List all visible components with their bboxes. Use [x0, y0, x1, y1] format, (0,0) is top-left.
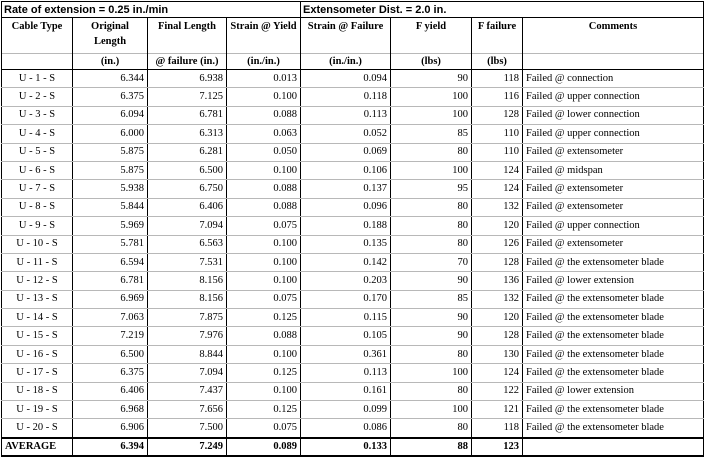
parameter-row — [2, 2, 704, 18]
comments-cell: Failed @ the extensometer blade — [523, 364, 704, 382]
cable-type-cell: U - 6 - S — [2, 161, 73, 179]
original-length-cell: 6.969 — [73, 290, 148, 308]
original-length-cell: 5.938 — [73, 180, 148, 198]
strain-yield-cell: 0.063 — [227, 125, 301, 143]
original-length-cell: 6.781 — [73, 272, 148, 290]
table-row — [2, 382, 704, 400]
comments-cell: Failed @ lower connection — [523, 106, 704, 124]
f-failure-cell: 128 — [472, 327, 523, 345]
f-failure-cell: 124 — [472, 364, 523, 382]
table-row — [2, 327, 704, 345]
table-row — [2, 401, 704, 419]
header-original-length: Original Length — [73, 18, 148, 54]
final-length-cell: 8.156 — [148, 290, 227, 308]
cable-type-cell: U - 16 - S — [2, 345, 73, 363]
table-row — [2, 290, 704, 308]
strain-yield-cell: 0.100 — [227, 272, 301, 290]
f-failure-cell: 118 — [472, 419, 523, 438]
f-yield-cell: 95 — [391, 180, 472, 198]
unit-f-failure: (lbs) — [472, 54, 523, 70]
comments-cell: Failed @ extensometer — [523, 180, 704, 198]
comments-cell: Failed @ upper connection — [523, 88, 704, 106]
original-length-cell: 6.000 — [73, 125, 148, 143]
average-strain-failure-cell: 0.133 — [301, 438, 391, 456]
original-length-cell: 6.906 — [73, 419, 148, 438]
comments-cell: Failed @ extensometer — [523, 143, 704, 161]
table-row — [2, 180, 704, 198]
comments-cell: Failed @ the extensometer blade — [523, 309, 704, 327]
comments-cell: Failed @ the extensometer blade — [523, 253, 704, 271]
original-length-cell: 6.344 — [73, 70, 148, 88]
cable-type-cell: U - 15 - S — [2, 327, 73, 345]
f-yield-cell: 90 — [391, 272, 472, 290]
comments-cell: Failed @ the extensometer blade — [523, 327, 704, 345]
cable-type-cell: U - 10 - S — [2, 235, 73, 253]
cable-type-cell: U - 7 - S — [2, 180, 73, 198]
table-row — [2, 253, 704, 271]
average-f-failure-cell: 123 — [472, 438, 523, 456]
header-f-yield: F yield — [391, 18, 472, 54]
f-failure-cell: 130 — [472, 345, 523, 363]
final-length-cell: 7.875 — [148, 309, 227, 327]
cable-type-cell: U - 11 - S — [2, 253, 73, 271]
final-length-cell: 7.500 — [148, 419, 227, 438]
strain-failure-cell: 0.142 — [301, 253, 391, 271]
comments-cell: Failed @ the extensometer blade — [523, 290, 704, 308]
f-yield-cell: 90 — [391, 70, 472, 88]
cable-type-cell: U - 19 - S — [2, 401, 73, 419]
average-label: AVERAGE — [2, 438, 73, 456]
header-strain-yield: Strain @ Yield — [227, 18, 301, 54]
table-row — [2, 88, 704, 106]
original-length-cell: 5.875 — [73, 143, 148, 161]
table-row — [2, 345, 704, 363]
f-yield-cell: 100 — [391, 88, 472, 106]
f-yield-cell: 90 — [391, 327, 472, 345]
final-length-cell: 7.094 — [148, 217, 227, 235]
average-strain-yield-cell: 0.089 — [227, 438, 301, 456]
f-yield-cell: 80 — [391, 419, 472, 438]
average-comments-cell — [523, 438, 704, 456]
strain-yield-cell: 0.100 — [227, 253, 301, 271]
f-failure-cell: 136 — [472, 272, 523, 290]
original-length-cell: 6.594 — [73, 253, 148, 271]
strain-failure-cell: 0.052 — [301, 125, 391, 143]
header-cable-type: Cable Type — [2, 18, 73, 54]
strain-failure-cell: 0.106 — [301, 161, 391, 179]
strain-yield-cell: 0.075 — [227, 217, 301, 235]
final-length-cell: 6.313 — [148, 125, 227, 143]
original-length-cell: 7.219 — [73, 327, 148, 345]
f-yield-cell: 80 — [391, 382, 472, 400]
f-yield-cell: 85 — [391, 125, 472, 143]
header-comments: Comments — [523, 18, 704, 54]
comments-cell: Failed @ connection — [523, 70, 704, 88]
table-row — [2, 272, 704, 290]
f-failure-cell: 110 — [472, 143, 523, 161]
strain-yield-cell: 0.050 — [227, 143, 301, 161]
strain-yield-cell: 0.088 — [227, 180, 301, 198]
cable-test-table — [1, 1, 703, 457]
average-f-yield-cell: 88 — [391, 438, 472, 456]
cable-type-cell: U - 18 - S — [2, 382, 73, 400]
comments-cell: Failed @ the extensometer blade — [523, 401, 704, 419]
units-row — [2, 54, 704, 70]
strain-yield-cell: 0.125 — [227, 364, 301, 382]
final-length-cell: 6.938 — [148, 70, 227, 88]
final-length-cell: 8.844 — [148, 345, 227, 363]
cable-type-cell: U - 12 - S — [2, 272, 73, 290]
f-failure-cell: 124 — [472, 180, 523, 198]
unit-strain-yield: (in./in.) — [227, 54, 301, 70]
strain-yield-cell: 0.100 — [227, 88, 301, 106]
original-length-cell: 6.094 — [73, 106, 148, 124]
cable-type-cell: U - 9 - S — [2, 217, 73, 235]
final-length-cell: 6.781 — [148, 106, 227, 124]
f-failure-cell: 121 — [472, 401, 523, 419]
unit-final-length: @ failure (in.) — [148, 54, 227, 70]
unit-original-length: (in.) — [73, 54, 148, 70]
strain-failure-cell: 0.203 — [301, 272, 391, 290]
f-failure-cell: 128 — [472, 253, 523, 271]
strain-failure-cell: 0.161 — [301, 382, 391, 400]
f-yield-cell: 100 — [391, 401, 472, 419]
comments-cell: Failed @ extensometer — [523, 235, 704, 253]
strain-failure-cell: 0.099 — [301, 401, 391, 419]
original-length-cell: 7.063 — [73, 309, 148, 327]
table-row — [2, 235, 704, 253]
table-row — [2, 161, 704, 179]
cable-type-cell: U - 20 - S — [2, 419, 73, 438]
cable-type-cell: U - 8 - S — [2, 198, 73, 216]
strain-yield-cell: 0.075 — [227, 419, 301, 438]
cable-type-cell: U - 17 - S — [2, 364, 73, 382]
table-row — [2, 419, 704, 438]
comments-cell: Failed @ extensometer — [523, 198, 704, 216]
original-length-cell: 5.781 — [73, 235, 148, 253]
table-row — [2, 106, 704, 124]
average-final-length-cell: 7.249 — [148, 438, 227, 456]
table-row — [2, 217, 704, 235]
unit-f-yield: (lbs) — [391, 54, 472, 70]
original-length-cell: 6.968 — [73, 401, 148, 419]
original-length-cell: 6.375 — [73, 364, 148, 382]
original-length-cell: 6.500 — [73, 345, 148, 363]
table-row — [2, 70, 704, 88]
header-strain-failure: Strain @ Failure — [301, 18, 391, 54]
f-failure-cell: 126 — [472, 235, 523, 253]
header-f-failure: F failure — [472, 18, 523, 54]
f-yield-cell: 80 — [391, 198, 472, 216]
final-length-cell: 6.406 — [148, 198, 227, 216]
extensometer-label: Extensometer Dist. = 2.0 in. — [301, 2, 704, 18]
f-failure-cell: 124 — [472, 161, 523, 179]
strain-yield-cell: 0.125 — [227, 309, 301, 327]
original-length-cell: 5.844 — [73, 198, 148, 216]
final-length-cell: 7.656 — [148, 401, 227, 419]
f-yield-cell: 100 — [391, 106, 472, 124]
comments-cell: Failed @ midspan — [523, 161, 704, 179]
original-length-cell: 6.375 — [73, 88, 148, 106]
table-row — [2, 125, 704, 143]
unit-strain-failure: (in./in.) — [301, 54, 391, 70]
strain-failure-cell: 0.137 — [301, 180, 391, 198]
strain-yield-cell: 0.088 — [227, 327, 301, 345]
comments-cell: Failed @ the extensometer blade — [523, 419, 704, 438]
strain-failure-cell: 0.361 — [301, 345, 391, 363]
strain-yield-cell: 0.100 — [227, 345, 301, 363]
final-length-cell: 7.976 — [148, 327, 227, 345]
f-failure-cell: 128 — [472, 106, 523, 124]
original-length-cell: 6.406 — [73, 382, 148, 400]
strain-failure-cell: 0.118 — [301, 88, 391, 106]
strain-yield-cell: 0.088 — [227, 198, 301, 216]
table-row — [2, 198, 704, 216]
comments-cell: Failed @ lower extension — [523, 272, 704, 290]
header-final-length: Final Length — [148, 18, 227, 54]
f-yield-cell: 80 — [391, 345, 472, 363]
original-length-cell: 5.969 — [73, 217, 148, 235]
strain-failure-cell: 0.069 — [301, 143, 391, 161]
f-failure-cell: 118 — [472, 70, 523, 88]
comments-cell: Failed @ upper connection — [523, 217, 704, 235]
f-failure-cell: 116 — [472, 88, 523, 106]
strain-failure-cell: 0.086 — [301, 419, 391, 438]
f-yield-cell: 70 — [391, 253, 472, 271]
unit-cable-type — [2, 54, 73, 70]
cable-type-cell: U - 2 - S — [2, 88, 73, 106]
strain-yield-cell: 0.100 — [227, 382, 301, 400]
table-row — [2, 143, 704, 161]
strain-failure-cell: 0.113 — [301, 106, 391, 124]
f-yield-cell: 80 — [391, 143, 472, 161]
f-failure-cell: 122 — [472, 382, 523, 400]
cable-type-cell: U - 13 - S — [2, 290, 73, 308]
strain-yield-cell: 0.013 — [227, 70, 301, 88]
cable-type-cell: U - 3 - S — [2, 106, 73, 124]
final-length-cell: 6.500 — [148, 161, 227, 179]
final-length-cell: 8.156 — [148, 272, 227, 290]
f-failure-cell: 120 — [472, 309, 523, 327]
strain-failure-cell: 0.188 — [301, 217, 391, 235]
cable-type-cell: U - 1 - S — [2, 70, 73, 88]
cable-type-cell: U - 4 - S — [2, 125, 73, 143]
strain-yield-cell: 0.075 — [227, 290, 301, 308]
f-yield-cell: 100 — [391, 364, 472, 382]
strain-failure-cell: 0.115 — [301, 309, 391, 327]
f-failure-cell: 132 — [472, 198, 523, 216]
data-table — [1, 1, 704, 457]
final-length-cell: 6.563 — [148, 235, 227, 253]
f-yield-cell: 85 — [391, 290, 472, 308]
strain-failure-cell: 0.170 — [301, 290, 391, 308]
strain-yield-cell: 0.100 — [227, 161, 301, 179]
final-length-cell: 6.750 — [148, 180, 227, 198]
unit-comments — [523, 54, 704, 70]
strain-failure-cell: 0.113 — [301, 364, 391, 382]
comments-cell: Failed @ lower extension — [523, 382, 704, 400]
strain-failure-cell: 0.135 — [301, 235, 391, 253]
original-length-cell: 5.875 — [73, 161, 148, 179]
strain-failure-cell: 0.105 — [301, 327, 391, 345]
f-yield-cell: 90 — [391, 309, 472, 327]
strain-failure-cell: 0.096 — [301, 198, 391, 216]
final-length-cell: 7.437 — [148, 382, 227, 400]
strain-yield-cell: 0.125 — [227, 401, 301, 419]
f-failure-cell: 132 — [472, 290, 523, 308]
f-yield-cell: 80 — [391, 235, 472, 253]
comments-cell: Failed @ the extensometer blade — [523, 345, 704, 363]
strain-yield-cell: 0.088 — [227, 106, 301, 124]
final-length-cell: 7.094 — [148, 364, 227, 382]
f-failure-cell: 120 — [472, 217, 523, 235]
strain-failure-cell: 0.094 — [301, 70, 391, 88]
cable-type-cell: U - 5 - S — [2, 143, 73, 161]
comments-cell: Failed @ upper connection — [523, 125, 704, 143]
table-row — [2, 364, 704, 382]
average-row — [2, 438, 704, 456]
strain-yield-cell: 0.100 — [227, 235, 301, 253]
rate-label: Rate of extension = 0.25 in./min — [2, 2, 301, 18]
final-length-cell: 6.281 — [148, 143, 227, 161]
final-length-cell: 7.531 — [148, 253, 227, 271]
f-yield-cell: 100 — [391, 161, 472, 179]
final-length-cell: 7.125 — [148, 88, 227, 106]
f-yield-cell: 80 — [391, 217, 472, 235]
table-row — [2, 309, 704, 327]
cable-type-cell: U - 14 - S — [2, 309, 73, 327]
f-failure-cell: 110 — [472, 125, 523, 143]
header-row — [2, 18, 704, 54]
average-original-length-cell: 6.394 — [73, 438, 148, 456]
